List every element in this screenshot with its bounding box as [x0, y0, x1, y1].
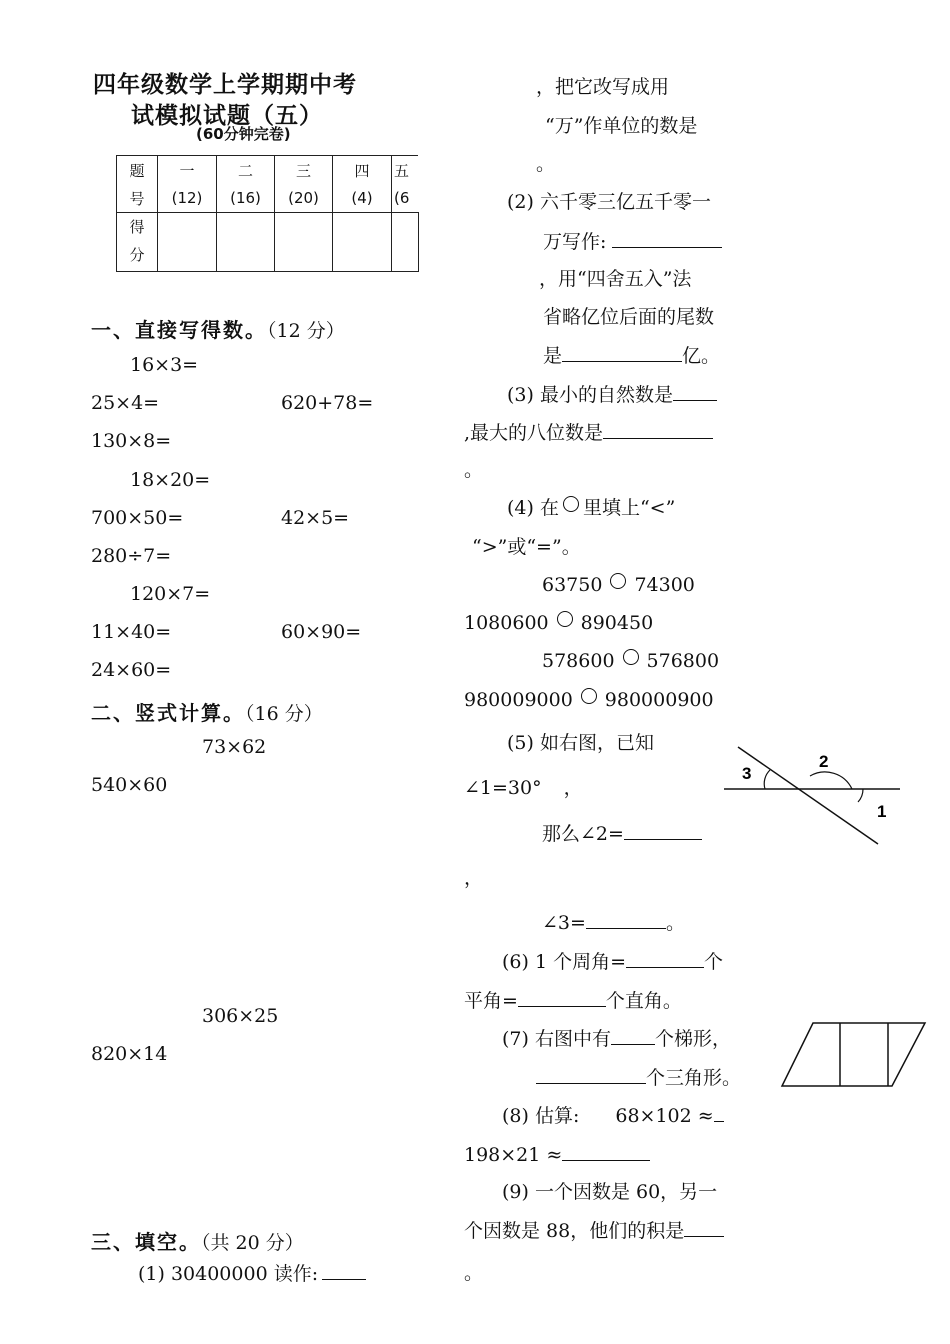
score-pts-2: (16)	[217, 184, 275, 213]
s1-item-9: 120×7=	[130, 583, 211, 605]
q5-blank-angle2[interactable]	[624, 821, 702, 840]
section-1-heading	[91, 314, 345, 343]
q6-line-2	[464, 988, 682, 1013]
q9-blank-product[interactable]	[684, 1218, 724, 1237]
circle-icon	[563, 496, 579, 512]
s2-item-2: 540×60	[91, 774, 168, 796]
q1-line-1	[138, 1261, 366, 1286]
q5-blank-angle3[interactable]	[586, 910, 666, 929]
q4-left-3: 578600	[542, 650, 615, 672]
q1-line-3: “万”作单位的数是	[545, 115, 698, 137]
q3-blank-largest[interactable]	[603, 420, 713, 439]
q6-line-1	[502, 949, 723, 974]
q8-label: (8) 估算:	[502, 1105, 580, 1127]
q6-text-a: (6) 1 个周角=	[502, 951, 627, 973]
q9-line-1: (9) 一个因数是 60，另一	[502, 1181, 718, 1203]
q4-text-a: (4) 在	[507, 497, 559, 519]
q4-left-4: 980009000	[464, 689, 573, 711]
q5-line-4: ，	[464, 867, 484, 889]
compare-circle-3[interactable]	[623, 649, 639, 665]
score-col-1: 一	[158, 156, 217, 185]
angle-1-arc	[858, 789, 863, 802]
s1-item-12: 24×60=	[91, 659, 172, 681]
angle-label-1: 1	[877, 802, 887, 821]
parallelogram-outline	[782, 1023, 925, 1086]
q2-unit: 亿。	[682, 345, 721, 367]
q2-line-4: 省略亿位后面的尾数	[543, 306, 715, 328]
q7-line-2	[536, 1065, 741, 1090]
q3-text-a: (3) 最小的自然数是	[507, 384, 673, 406]
label-char: 题	[129, 161, 145, 180]
s1-item-4: 130×8=	[91, 430, 172, 452]
q3-blank-smallest[interactable]	[673, 382, 717, 401]
q4-left-1: 63750	[542, 574, 603, 596]
q8-blank-1[interactable]	[714, 1103, 724, 1122]
section-3-heading	[91, 1226, 304, 1255]
score-col-4: 四	[333, 156, 392, 185]
s2-item-4: 820×14	[91, 1043, 168, 1065]
score-col-3: 三	[275, 156, 333, 185]
q7-text-a: (7) 右图中有	[502, 1028, 611, 1050]
compare-circle-1[interactable]	[610, 573, 626, 589]
q8-expr-1: 68×102 ≈	[615, 1105, 714, 1127]
s1-item-8: 280÷7=	[91, 545, 172, 567]
s1-item-11: 60×90=	[281, 621, 362, 643]
q7-blank-trapezoids[interactable]	[611, 1026, 655, 1045]
q2-line-1: (2) 六千零三亿五千零一	[507, 191, 711, 213]
s1-item-2: 25×4=	[91, 392, 160, 414]
q7-text-c: 个三角形。	[646, 1067, 742, 1089]
q4-line-1	[507, 496, 675, 520]
q3-line-1	[507, 382, 717, 407]
q8-expr-2: 198×21 ≈	[464, 1144, 563, 1166]
score-col-5: 五	[392, 156, 419, 185]
q6-blank-1[interactable]	[626, 949, 704, 968]
s1-item-3: 620+78=	[281, 392, 374, 414]
q1-line-2: ，把它改写成用	[536, 76, 670, 98]
q9-line-2	[464, 1218, 724, 1243]
score-label-cell	[117, 213, 158, 272]
q5-angle3-label: ∠3=	[542, 912, 586, 934]
score-table-row-label	[117, 156, 158, 185]
q8-blank-2[interactable]	[562, 1142, 650, 1161]
section-2-heading	[91, 697, 323, 726]
s1-item-6: 700×50=	[91, 507, 184, 529]
q8-line-2	[464, 1142, 650, 1167]
parallelogram-figure	[780, 1020, 930, 1090]
q1-blank-read[interactable]	[322, 1261, 366, 1280]
s1-item-5: 18×20=	[130, 469, 211, 491]
q9-line-3: 。	[464, 1262, 484, 1284]
q5-angle2-label: 那么∠2=	[542, 823, 624, 845]
q1-text: (1) 30400000 读作:	[138, 1263, 319, 1285]
section-2-points: （16 分）	[245, 703, 323, 725]
q2-line-5	[543, 343, 720, 368]
q4-line-2: “>”或“=”。	[472, 536, 581, 558]
q5-comma: ，	[563, 777, 583, 799]
q7-line-1	[502, 1026, 731, 1051]
score-cell-1[interactable]	[158, 213, 217, 272]
q7-blank-triangles[interactable]	[536, 1065, 646, 1084]
section-1-title: 一、直接写得数。	[91, 318, 267, 342]
q5-given: ∠1=30°	[464, 777, 542, 799]
section-2-title: 二、竖式计算。	[91, 701, 245, 725]
score-col-2: 二	[217, 156, 275, 185]
score-cell-4[interactable]	[333, 213, 392, 272]
s1-item-1: 16×3=	[130, 354, 199, 376]
score-pts-3: (20)	[275, 184, 333, 213]
q2-label-write: 万写作:	[543, 231, 607, 253]
q2-blank-write[interactable]	[612, 229, 722, 248]
q2-line-2	[543, 229, 722, 254]
q4-pair-2	[464, 611, 653, 635]
q4-pair-1	[542, 573, 695, 597]
score-label-fen: 分	[129, 246, 145, 264]
score-pts-5: (6	[392, 184, 419, 213]
q5-line-1: (5) 如右图，已知	[507, 732, 654, 754]
angle-label-2: 2	[819, 752, 829, 771]
q3-line-3: 。	[464, 459, 484, 481]
q2-blank-round[interactable]	[562, 343, 682, 362]
q5-line-3	[542, 821, 702, 846]
s1-item-7: 42×5=	[281, 507, 350, 529]
angle-3-arc	[764, 770, 770, 789]
q3-line-2	[464, 420, 713, 445]
compare-circle-4[interactable]	[581, 688, 597, 704]
s1-item-10: 11×40=	[91, 621, 172, 643]
q8-line-1	[502, 1103, 724, 1128]
title-line-2: 试模拟试题（五）	[131, 103, 323, 129]
q6-text-c: 平角=	[464, 990, 518, 1012]
q4-pair-4	[464, 688, 714, 712]
q4-right-4: 980000900	[604, 689, 714, 711]
angle-label-3: 3	[742, 764, 752, 783]
q5-line-5	[542, 910, 685, 935]
transversal-line	[738, 747, 878, 844]
q4-pair-3	[542, 649, 719, 673]
score-pts-4: (4)	[333, 184, 392, 213]
score-cell-5[interactable]	[392, 213, 419, 272]
score-label-de: 得	[129, 218, 145, 236]
subtitle: (60分钟完卷)	[196, 125, 291, 143]
q6-text-d: 个直角。	[605, 990, 682, 1012]
section-3-points: （共 20 分）	[201, 1232, 304, 1254]
q4-text-b: 里填上“<”	[582, 497, 676, 519]
title-line-1: 四年级数学上学期期中考	[93, 72, 357, 98]
q2-line-3: ，用“四舍五入”法	[539, 268, 692, 290]
s2-item-3: 306×25	[202, 1005, 279, 1027]
q5-end: 。	[665, 912, 685, 934]
q4-right-2: 890450	[580, 612, 654, 634]
angle-2-arc	[810, 772, 852, 789]
score-table-row-label-2: 号	[117, 184, 158, 213]
q2-label-is: 是	[543, 345, 563, 367]
compare-circle-2[interactable]	[557, 611, 573, 627]
score-cell-3[interactable]	[275, 213, 333, 272]
angle-figure	[718, 738, 904, 850]
q6-blank-2[interactable]	[518, 988, 606, 1007]
q7-text-b: 个梯形，	[654, 1028, 731, 1050]
q3-text-b: ,最大的八位数是	[464, 422, 604, 444]
s2-item-1: 73×62	[202, 736, 267, 758]
section-1-points: （12 分）	[267, 320, 345, 342]
q4-right-3: 576800	[646, 650, 720, 672]
section-3-title: 三、填空。	[91, 1230, 201, 1254]
q4-left-2: 1080600	[464, 612, 549, 634]
score-pts-1: (12)	[158, 184, 217, 213]
q5-line-2	[464, 776, 583, 800]
q4-right-1: 74300	[634, 574, 695, 596]
q1-line-4: 。	[536, 153, 556, 175]
q9-text-b: 个因数是 88，他们的积是	[464, 1220, 685, 1242]
score-table	[116, 155, 419, 272]
q6-unit: 个	[704, 951, 724, 973]
score-cell-2[interactable]	[217, 213, 275, 272]
